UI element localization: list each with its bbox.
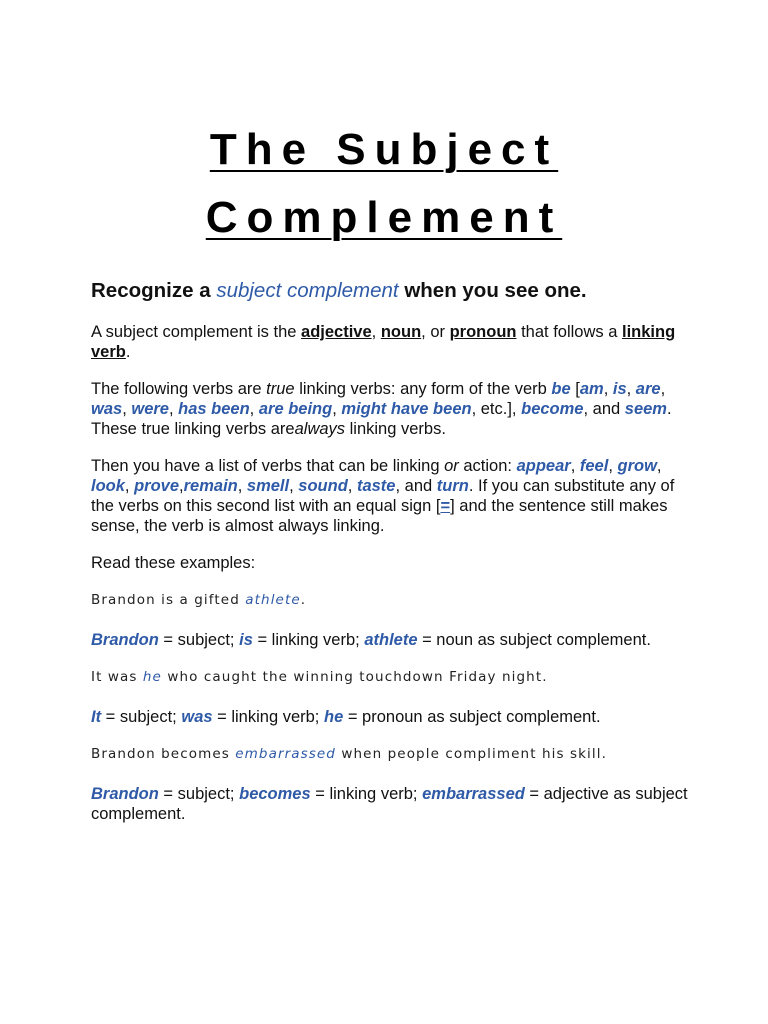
title-line-2: Complement [205, 193, 563, 242]
verb-grow: grow [617, 457, 657, 475]
document-body [91, 276, 691, 841]
verb-appear: appear [516, 457, 571, 475]
example-analysis-1: Brandon = subject; is = linking verb; athlete = noun as subject complement. [91, 631, 651, 649]
verb-might-have-been: might have been [341, 400, 472, 418]
example-3-complement: embarrassed [235, 746, 336, 762]
verb-am: am [579, 380, 604, 398]
example-sentence-2: It was he who caught the winning touchdown Friday night. [91, 669, 548, 685]
verb-look: look [91, 477, 125, 495]
term-linking-verb: linking verb [91, 323, 676, 361]
verb-has-been: has been [178, 400, 250, 418]
verb-turn: turn [436, 477, 469, 495]
term-pronoun: pronoun [449, 323, 517, 341]
example-analysis-3: Brandon = subject; becomes = linking verb; embarrassed = adjective as subject complement. [91, 785, 688, 823]
verb-feel: feel [579, 457, 609, 475]
definition-paragraph: A subject complement is the adjective, noun, or pronoun that follows a linking verb. [91, 323, 676, 361]
example-1-complement: athlete [245, 592, 301, 608]
verb-taste: taste [356, 477, 396, 495]
verb-are-being: are being [258, 400, 333, 418]
verb-remain: remain [183, 477, 238, 495]
true-linking-verbs-paragraph: The following verbs are true linking verbs: any form of the verb be [am, is, are, was, were, has been, are being, might have been, etc.], become, and seem. These true linking verbs arealways linking verbs. [91, 380, 672, 438]
example-2-complement: he [142, 669, 162, 685]
verb-become: become [521, 400, 584, 418]
example-analysis-2: It = subject; was = linking verb; he = pronoun as subject complement. [91, 708, 601, 726]
example-sentence-3: Brandon becomes embarrassed when people compliment his skill. [91, 746, 608, 762]
term-noun: noun [380, 323, 422, 341]
section-heading: Recognize a subject complement when you see one. [91, 279, 587, 302]
title-line-1: The Subject [209, 125, 559, 174]
example-sentence-1: Brandon is a gifted athlete. [91, 592, 307, 608]
verb-be: be [551, 380, 571, 398]
read-examples-label: Read these examples: [91, 554, 256, 572]
equal-sign: = [440, 497, 451, 515]
verb-sound: sound [298, 477, 348, 495]
heading-accent: subject complement [216, 279, 399, 302]
verb-were: were [131, 400, 169, 418]
verb-are: are [635, 380, 661, 398]
verb-was: was [91, 400, 123, 418]
verb-smell: smell [246, 477, 290, 495]
page-title [0, 118, 768, 250]
verb-prove: prove [134, 477, 180, 495]
term-adjective: adjective [301, 323, 372, 341]
verb-seem: seem [624, 400, 667, 418]
linking-or-action-paragraph: Then you have a list of verbs that can be linking or action: appear, feel, grow, look, prove,remain, smell, sound, taste, and turn. If you can substitute any of the verbs on this second list with an equal sign [=] and the sentence still makes sense, the verb is almost always linking. [91, 457, 675, 535]
verb-is: is [612, 380, 627, 398]
